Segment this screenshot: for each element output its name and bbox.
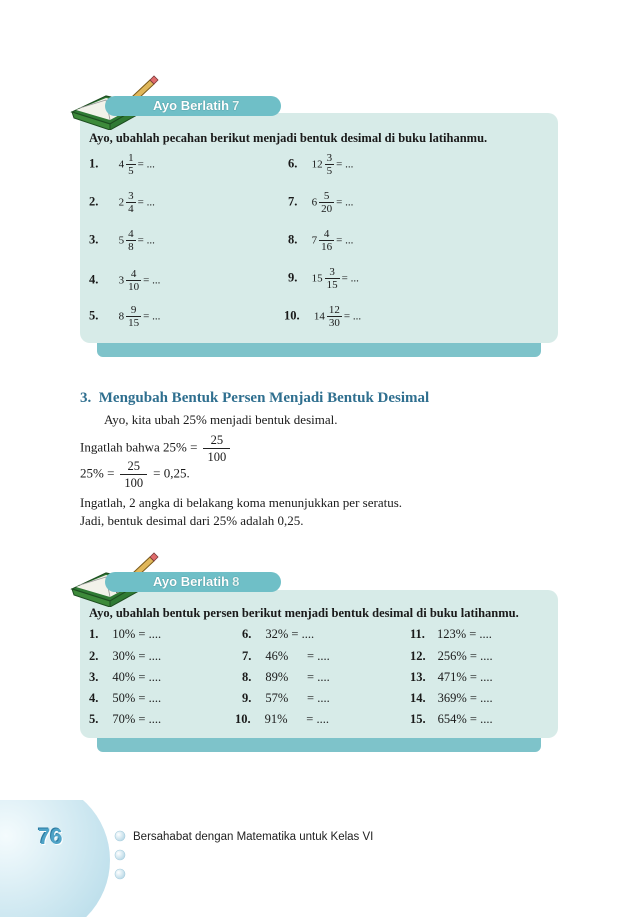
- numerator: 3: [128, 190, 134, 202]
- conversion-prefix: 25% =: [80, 465, 115, 481]
- percent-question: 471% = ....: [437, 670, 493, 684]
- denominator: 30: [328, 317, 340, 329]
- percent-item: [410, 649, 493, 664]
- reminder-prefix: Ingatlah bahwa 25% =: [80, 439, 198, 455]
- percent-question: 654% = ....: [437, 712, 493, 726]
- percent-question: 57% = ....: [265, 691, 330, 705]
- numerator: 4: [128, 228, 134, 240]
- item-number: 9.: [242, 691, 252, 705]
- denominator: 100: [207, 450, 227, 464]
- percent-item: [89, 712, 161, 727]
- answer-blank: = ...: [336, 196, 354, 209]
- percent-item: [89, 627, 161, 642]
- item-number: 13.: [410, 670, 426, 684]
- denominator: 10: [128, 281, 140, 293]
- exercise-7-box-bottom: [97, 343, 541, 357]
- fraction-item: [89, 268, 160, 293]
- percent-item: [89, 670, 161, 685]
- book-title: Bersahabat dengan Matematika untuk Kelas VI: [133, 831, 374, 843]
- percent-question: 89% = ....: [265, 670, 330, 684]
- fraction-item: [288, 228, 353, 253]
- fraction-item: [89, 304, 160, 329]
- fraction-item: [288, 266, 359, 291]
- percent-question: 30% = ....: [112, 649, 162, 663]
- percent-item: [410, 691, 493, 706]
- whole-part: 7: [311, 234, 318, 247]
- exercise-8-tab-number: 8: [232, 574, 240, 589]
- whole-part: 3: [118, 274, 125, 287]
- fraction: [319, 190, 334, 215]
- numerator: 5: [319, 190, 334, 203]
- item-number: 10.: [235, 712, 251, 726]
- item-number: 2.: [89, 194, 99, 209]
- exercise-7-tab-title: Ayo Berlatih: [153, 98, 230, 113]
- exercise-8-tab-title: Ayo Berlatih: [153, 574, 230, 589]
- fraction: [126, 190, 136, 215]
- item-number: 12.: [410, 649, 426, 663]
- item-number: 3.: [89, 670, 99, 684]
- numerator: 25: [120, 458, 147, 475]
- fraction: [120, 458, 147, 491]
- percent-item: [235, 712, 329, 727]
- answer-blank: = ...: [143, 310, 161, 323]
- item-number: 4.: [89, 691, 99, 705]
- item-number: 14.: [410, 691, 426, 705]
- numerator: 3: [325, 266, 340, 279]
- conclusion-line: Jadi, bentuk desimal dari 25% adalah 0,25.: [80, 513, 304, 528]
- item-number: 7.: [242, 649, 252, 663]
- exercise-8-instruction: Ayo, ubahlah bentuk persen berikut menjadi bentuk desimal di buku latihanmu.: [89, 606, 519, 620]
- exercise-8-box-bottom: [97, 738, 541, 752]
- fraction: [319, 228, 334, 253]
- fraction-item: [89, 190, 155, 215]
- answer-blank: = ...: [336, 158, 354, 171]
- fraction-item: [284, 304, 361, 329]
- conversion-line: [80, 458, 190, 491]
- item-number: 8.: [242, 670, 252, 684]
- exercise-7-tab-number: 7: [232, 98, 240, 113]
- percent-question: 91% = ....: [264, 712, 329, 726]
- exercise-7-tab: [105, 96, 281, 116]
- numerator: 12: [328, 304, 340, 316]
- whole-part: 4: [118, 158, 125, 171]
- denominator: 5: [326, 165, 333, 177]
- numerator: 1: [128, 152, 134, 164]
- numerator: 4: [319, 228, 334, 241]
- numerator: 25: [203, 432, 230, 449]
- fraction: [203, 432, 230, 465]
- fraction-item: [89, 152, 155, 177]
- fraction: [327, 304, 342, 329]
- percent-question: 46% = ....: [265, 649, 330, 663]
- answer-blank: = ...: [341, 272, 359, 285]
- numerator: 4: [126, 268, 141, 281]
- fraction-item: [288, 152, 353, 177]
- denominator: 15: [326, 279, 338, 291]
- fraction-item: [288, 190, 353, 215]
- denominator: 4: [128, 203, 134, 215]
- whole-part: 8: [118, 310, 125, 323]
- percent-question: 10% = ....: [112, 627, 162, 641]
- numerator: 9: [126, 304, 141, 317]
- denominator: 16: [321, 241, 333, 253]
- percent-question: 70% = ....: [112, 712, 162, 726]
- percent-item: [242, 691, 330, 706]
- whole-part: 6: [311, 196, 318, 209]
- percent-item: [242, 627, 314, 642]
- whole-part: 14: [313, 310, 325, 323]
- answer-blank: = ...: [137, 234, 155, 247]
- item-number: 7.: [288, 194, 298, 209]
- section-intro: Ayo, kita ubah 25% menjadi bentuk desimal.: [104, 412, 338, 427]
- item-number: 6.: [242, 627, 252, 641]
- denominator: 15: [128, 317, 140, 329]
- note-line: Ingatlah, 2 angka di belakang koma menunjukkan per seratus.: [80, 495, 403, 510]
- percent-item: [410, 712, 493, 727]
- item-number: 4.: [89, 272, 99, 287]
- percent-question: 123% = ....: [436, 627, 492, 641]
- percent-item: [89, 691, 161, 706]
- item-number: 3.: [89, 232, 99, 247]
- exercise-8-tab: [105, 572, 281, 592]
- percent-item: [242, 649, 330, 664]
- conversion-result: = 0,25.: [153, 465, 190, 481]
- fraction: [126, 268, 141, 293]
- item-number: 15.: [410, 712, 426, 726]
- denominator: 8: [128, 241, 134, 253]
- item-number: 1.: [89, 627, 99, 641]
- percent-question: 256% = ....: [437, 649, 493, 663]
- item-number: 6.: [288, 156, 298, 171]
- percent-question: 50% = ....: [112, 691, 162, 705]
- page-number: 76: [38, 824, 63, 849]
- percent-item: [89, 649, 161, 664]
- denominator: 5: [128, 165, 134, 177]
- item-number: 1.: [89, 156, 99, 171]
- fraction: [325, 152, 335, 177]
- percent-question: 40% = ....: [112, 670, 162, 684]
- whole-part: 2: [118, 196, 125, 209]
- item-number: 5.: [89, 712, 99, 726]
- answer-blank: = ...: [137, 158, 155, 171]
- item-number: 10.: [284, 308, 300, 323]
- exercise-7-instruction: Ayo, ubahlah pecahan berikut menjadi bentuk desimal di buku latihanmu.: [89, 131, 488, 145]
- percent-question: 32% = ....: [265, 627, 315, 641]
- answer-blank: = ...: [143, 274, 161, 287]
- answer-blank: = ...: [336, 234, 354, 247]
- fraction: [126, 228, 136, 253]
- fraction: [126, 152, 136, 177]
- percent-item: [242, 670, 330, 685]
- percent-item: [410, 627, 492, 642]
- fraction: [325, 266, 340, 291]
- answer-blank: = ...: [343, 310, 362, 323]
- denominator: 20: [321, 203, 333, 215]
- item-number: 5.: [89, 308, 99, 323]
- footer-decoration: [0, 800, 140, 917]
- item-number: 11.: [410, 627, 425, 641]
- item-number: 9.: [288, 270, 298, 285]
- section-heading: 3. Mengubah Bentuk Persen Menjadi Bentuk Desimal: [80, 390, 430, 406]
- item-number: 2.: [89, 649, 99, 663]
- numerator: 3: [326, 152, 333, 164]
- denominator: 100: [124, 476, 144, 490]
- fraction: [126, 304, 141, 329]
- answer-blank: = ...: [137, 196, 155, 209]
- fraction-item: [89, 228, 155, 253]
- whole-part: 5: [118, 234, 125, 247]
- percent-question: 369% = ....: [437, 691, 493, 705]
- item-number: 8.: [288, 232, 298, 247]
- whole-part: 12: [311, 158, 323, 171]
- percent-item: [410, 670, 493, 685]
- whole-part: 15: [311, 272, 323, 285]
